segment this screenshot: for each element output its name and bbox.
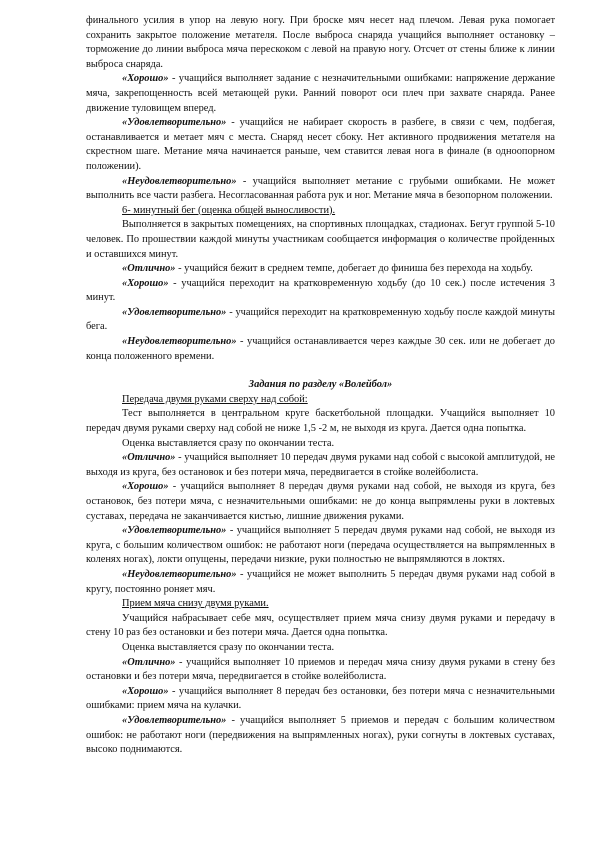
subheading-overhead-pass: Передача двумя руками сверху над собой: xyxy=(122,393,308,405)
grade-label: «Удовлетворительно» xyxy=(122,117,227,129)
section-title: Задания по разделу «Волейбол» xyxy=(248,379,393,391)
paragraph: Выполняется в закрытых помещениях, на спортивных площадках, стадионах. Бегут группой 5-10 человек. По прошествии каждой минуты участникам сообщается информация о количестве пройденных и оставшихся минут. xyxy=(86,219,555,260)
grade-label: «Удовлетворительно» xyxy=(122,714,227,726)
grade-label: «Хорошо» xyxy=(122,277,169,289)
grade-satisfactory-paragraph: «Удовлетворительно» - учащийся не набирает скорость в разбеге, в связи с чем, подбегая, останавливается и метает мяч с места. Снаряд несет сбоку. Нет активного продвижения метателя на скрестном шаге. Метание мяча начинается раньше, чем ставится левая нога в финале (в одноопорном положении). xyxy=(86,117,555,172)
grade-excellent-paragraph: «Отлично» - учащийся выполняет 10 приемов и передач мяча снизу двумя руками в стену без остановки и без потери мяча, передвигается в стойке волейболиста. xyxy=(86,656,555,683)
grade-good-paragraph: «Хорошо» - учащийся выполняет 8 передач без остановки, без потери мяча с незначительными ошибками: прием мяча на кулачки. xyxy=(86,685,555,712)
grade-label: «Удовлетворительно» xyxy=(122,525,227,537)
grade-unsatisfactory-paragraph: «Неудовлетворительно» - учащийся не может выполнить 5 передач двумя руками над собой в кругу, постоянно роняет мяч. xyxy=(86,568,555,595)
paragraph: Оценка выставляется сразу по окончании теста. xyxy=(122,641,335,653)
grade-satisfactory-paragraph: «Удовлетворительно» - учащийся выполняет 5 приемов и передач с большим количеством ошибок: не работают ноги (передвижения на выпрямленных ногах), руки согнуты в локтевых суставах, высоко поднимаются. xyxy=(86,714,555,756)
grade-excellent-paragraph: «Отлично» - учащийся бежит в среднем темпе, добегает до финиша без перехода на ходьбу. xyxy=(122,263,533,275)
grade-unsatisfactory-paragraph: «Неудовлетворительно» - учащийся выполняет метание с грубыми ошибками. Не может выполнить все части разбега. Несогласованная работа рук и ног. Метание мяча в безопорном положении. xyxy=(86,175,555,202)
grade-label: «Неудовлетворительно» xyxy=(122,336,237,348)
grade-unsatisfactory-paragraph: «Неудовлетворительно» - учащийся останавливается через каждые 30 сек. или не добегает до конца положенного времени. xyxy=(86,336,555,362)
grade-label: «Неудовлетворительно» xyxy=(122,175,237,187)
grade-good-paragraph: «Хорошо» - учащийся выполняет задание с незначительными ошибками: напряжение держание мяча, закрепощенность всей метающей руки. Ранний поворот оси плеч при захвате снаряда. Ранее движение туловищем вперед. xyxy=(86,73,555,114)
grade-satisfactory-paragraph: «Удовлетворительно» - учащийся выполняет 5 передач двумя руками над собой, не выходя из круга, с большим количеством ошибок: не работают ноги (передача осуществляется на выпрямленных в коленях ногах), локти опущены, передачи низкие, руки полностью не выпрямляются в локтях. xyxy=(86,525,555,566)
paragraph: Оценка выставляется сразу по окончании теста. xyxy=(122,437,335,449)
grade-good-paragraph: «Хорошо» - учащийся переходит на кратковременную ходьбу (до 10 сек.) после истечения 3 минут. xyxy=(86,277,555,304)
grade-label: «Удовлетворительно» xyxy=(122,306,227,318)
paragraph: Тест выполняется в центральном круге баскетбольной площадки. Учащийся выполняет 10 передач двумя руками сверху над собой не ниже 1,5 -2 м, не выходя из круга. Дается одна попытка. xyxy=(86,408,555,435)
grade-label: «Отлично» xyxy=(122,452,176,464)
paragraph: Учащийся набрасывает себе мяч, осуществляет прием мяча снизу двумя руками и передачу в стену 10 раз без остановки и без потери мяча. Дается одна попытка. xyxy=(86,612,555,639)
grade-label: «Неудовлетворительно» xyxy=(122,568,237,580)
grade-satisfactory-paragraph: «Удовлетворительно» - учащийся переходит на кратковременную ходьбу после каждой минуты бега. xyxy=(86,306,555,333)
grade-excellent-paragraph: «Отлично» - учащийся выполняет 10 передач двумя руками над собой с высокой амплитудой, не выходя из круга, без остановок и без потери мяча, передвигается в стойке волейболиста. xyxy=(86,452,555,478)
subheading-6min-run: 6- минутный бег (оценка общей выносливости). xyxy=(122,204,336,216)
paragraph: финального усилия в упор на левую ногу. При броске мяч несет над плечом. Левая рука помогает сохранить закрытое положение метателя. После выброса снаряда учащийся выполняет остановку – торможение до линии выброса мяча перескоком с левой на правую ногу. Отсчет от стены ближе к линии выброса снаряда. xyxy=(86,15,555,70)
grade-label: «Отлично» xyxy=(122,656,176,668)
grade-label: «Отлично» xyxy=(122,263,176,275)
grade-label: «Хорошо» xyxy=(122,685,169,697)
grade-label: «Хорошо» xyxy=(122,73,169,85)
grade-good-paragraph: «Хорошо» - учащийся выполняет 8 передач двумя руками над собой, не выходя из круга, без остановок, без потери мяча, с незначительными ошибками: не до конца выпрямлены руки в локтевых суставах, передача не заканчивается кистью, лишние движения руками. xyxy=(86,481,555,522)
subheading-underhand-receive: Прием мяча снизу двумя руками. xyxy=(122,598,269,610)
grade-label: «Хорошо» xyxy=(122,481,169,493)
document-page xyxy=(86,14,555,758)
